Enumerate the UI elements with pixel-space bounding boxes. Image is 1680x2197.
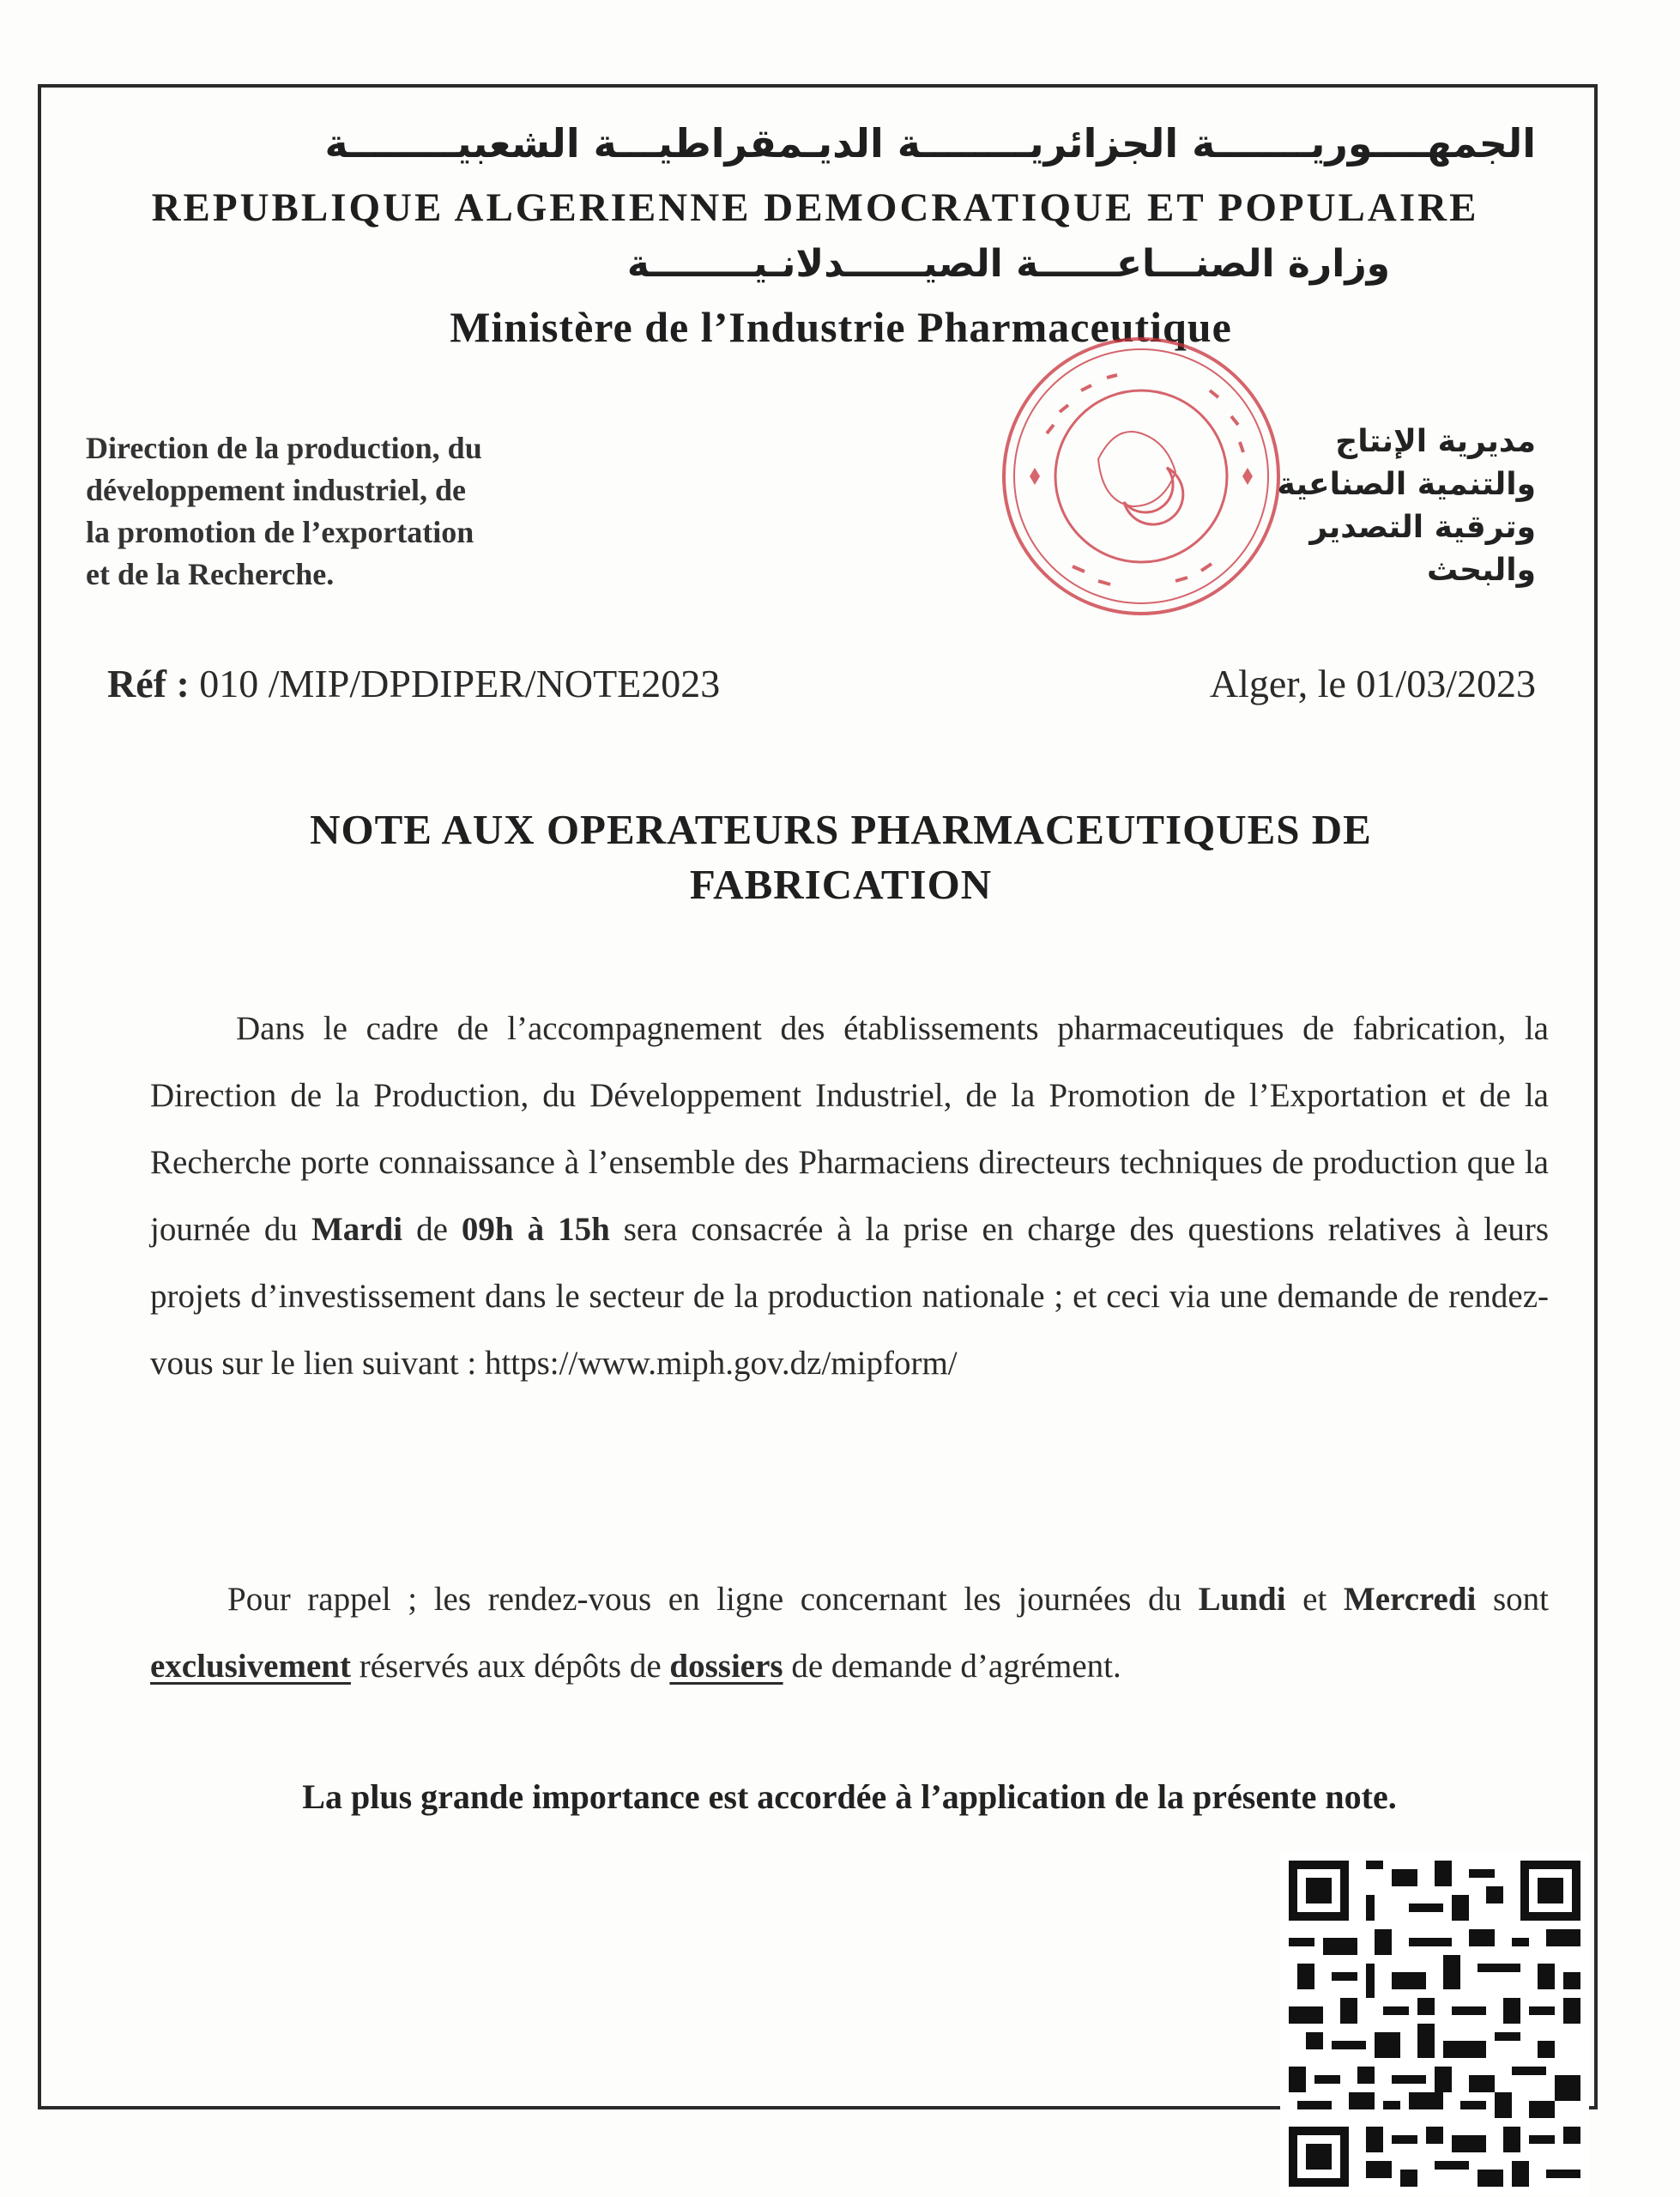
direction-ar-line: وترقية التصدير والبحث	[1309, 510, 1536, 588]
p1-text-a: Dans le cadre de l’accompagnement des établissements pharmaceutiques de fabrication, la Direction de la Production, du Développement Industriel, de la Promotion de l’Exportation et de la Recherche porte connaissance à l’ensemble des Pharmaciens directeurs techniques de production que la journée du	[150, 1010, 1549, 1248]
reference-label: Réf :	[107, 662, 190, 705]
note-title-line1: NOTE AUX OPERATEURS PHARMACEUTIQUES DE	[310, 806, 1372, 853]
header-arabic-ministry: وزارة الصنـــاعــــــة الصيــــــدلانـيــــــــة	[626, 242, 1390, 286]
direction-fr-line: la promotion de l’exportation	[86, 515, 474, 549]
p2-text-d: réservés aux dépôts de	[350, 1648, 670, 1685]
direction-fr-line: Direction de la production, du	[86, 431, 482, 465]
p1-text-c: sera consacrée à la prise en charge des questions relatives à leurs projets d’investissement dans le secteur de la production nationale ; et ceci via une demande de rendez-vous sur le lien suivant : https://www.miph.gov.dz/mipform/	[150, 1211, 1549, 1382]
p1-text-b: de	[402, 1211, 462, 1248]
header-arabic-republic: الجمهــــوريـــــــة الجزائريــــــــة الديـمقراطيـــة الشعبيــــــــة	[324, 120, 1536, 166]
official-stamp-icon	[995, 330, 1287, 622]
p2-text-a: Pour rappel ; les rendez-vous en ligne concernant les journées du	[227, 1581, 1199, 1618]
p1-day: Mardi	[311, 1211, 403, 1248]
p2-text-c: sont	[1476, 1581, 1549, 1618]
reference-number	[107, 661, 720, 706]
direction-fr-line: et de la Recherche.	[86, 557, 335, 591]
qr-code-icon[interactable]	[1280, 1852, 1589, 2195]
direction-fr-line: développement industriel, de	[86, 473, 467, 507]
conclusion-statement: La plus grande importance est accordée à l’application de la présente note.	[302, 1777, 1397, 1816]
reference-value: 010 /MIP/DPDIPER/NOTE2023	[199, 662, 721, 705]
p2-text-e: de demande d’agrément.	[783, 1648, 1121, 1685]
p2-text-b: et	[1285, 1581, 1344, 1618]
note-title	[172, 802, 1510, 912]
body-paragraph-2	[150, 1566, 1549, 1700]
direction-french	[86, 427, 618, 596]
header-french-ministry: Ministère de l’Industrie Pharmaceutique	[450, 303, 1232, 351]
p2-mercredi: Mercredi	[1343, 1581, 1477, 1618]
document-date: Alger, le 01/03/2023	[1209, 662, 1536, 705]
p2-exclusivement: exclusivement	[150, 1648, 351, 1685]
p2-lundi: Lundi	[1198, 1581, 1286, 1618]
body-paragraph-1	[150, 996, 1549, 1397]
p1-hours: 09h à 15h	[461, 1211, 610, 1248]
note-title-line2: FABRICATION	[689, 861, 993, 908]
direction-ar-line: مديرية الإنتاج	[1335, 424, 1536, 459]
header-french-republic: REPUBLIQUE ALGERIENNE DEMOCRATIQUE ET POPULAIRE	[151, 185, 1479, 230]
direction-ar-line: والتنمية الصناعية	[1277, 467, 1536, 502]
direction-arabic	[1253, 421, 1536, 592]
p2-dossiers: dossiers	[669, 1648, 783, 1685]
